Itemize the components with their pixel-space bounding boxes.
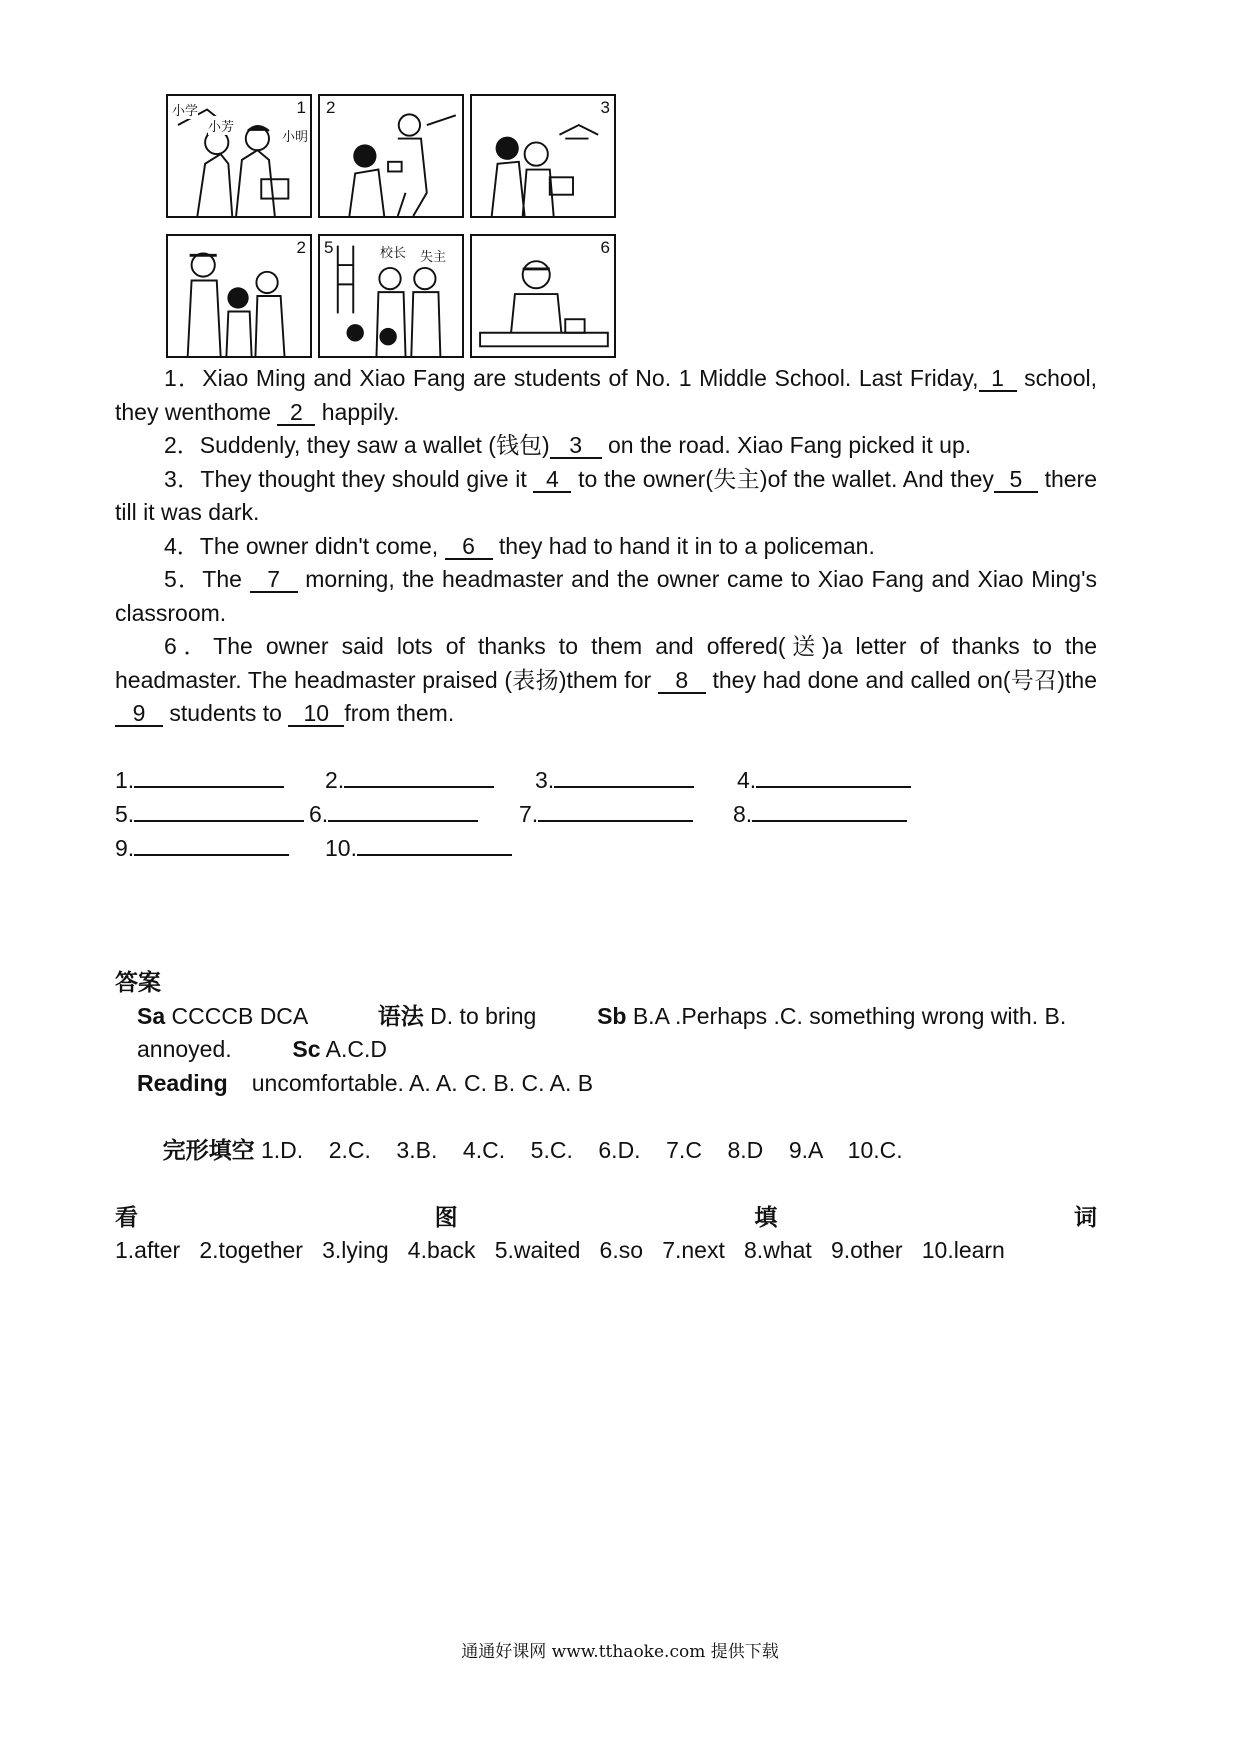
picture-panel-5 [318, 234, 464, 358]
answer-line-8[interactable]: 8. [733, 800, 907, 828]
story-paragraph-6: 6．The owner said lots of thanks to them and offered(送)a letter of thanks to the headmaster. The headmaster praised (表扬)them for 8 they had done and called on(号召)the9 students to 10 from them. [115, 633, 1097, 726]
answer-key [115, 966, 1097, 1268]
panel-number: 2 [296, 238, 306, 257]
story-paragraph-4: 4．The owner didn't come, 6 they had to hand it in to a policeman. [164, 532, 875, 559]
blank-5: 5 [994, 467, 1038, 493]
answer-key-cloze-line: 完形填空 1.D. 2.C. 3.B. 4.C. 5.C. 6.D. 7.C 8.D 9.A 10.C. [162, 1136, 903, 1163]
picture-panel-1 [166, 94, 312, 218]
panel-number: 5 [324, 238, 334, 257]
answer-key-heading: 答案 [115, 969, 161, 995]
blank-4: 4 [533, 467, 571, 493]
picture-panel-6 [470, 234, 616, 358]
panel-number: 1 [296, 98, 306, 117]
answer-line-3[interactable]: 3. [535, 766, 694, 794]
blank-9: 9 [115, 701, 163, 727]
blank-1: 1 [979, 366, 1017, 392]
blank-7: 7 [250, 567, 298, 593]
panel-label: 校长 [380, 242, 406, 261]
blank-2: 2 [277, 400, 315, 426]
blank-6: 6 [445, 534, 493, 560]
panel-label: 小芳 [208, 116, 234, 135]
page-footer: 通通好课网 www.tthaoke.com 提供下载 [461, 1642, 779, 1662]
panel-number: 3 [600, 98, 610, 117]
story-paragraph-2: 2．Suddenly, they saw a wallet (钱包) 3 on the road. Xiao Fang picked it up. [164, 432, 972, 458]
story-paragraph-5: 5．The 7 morning, the headmaster and the owner came to Xiao Fang and Xiao Ming's classroom. [115, 566, 1097, 626]
panel-drawing-finding-wallet [320, 96, 462, 216]
answer-line-5[interactable]: 5. [115, 800, 304, 828]
panel-drawing-waiting [472, 96, 614, 216]
panel-label: 小明 [282, 126, 308, 145]
story-text [115, 362, 1097, 731]
answer-key-sa-line: Sa CCCCB DCA 语法 D. to bring Sb B.A .Perhaps .C. something wrong with. B. annoyed. Sc A.C.D [137, 1002, 1067, 1062]
answer-line-2[interactable]: 2. [325, 766, 494, 794]
blank-3: 3 [550, 433, 602, 459]
answer-line-9[interactable]: 9. [115, 834, 289, 862]
picture-panel-3 [470, 94, 616, 218]
story-paragraph-3: 3．They thought they should give it 4 to the owner(失主)of the wallet. And they 5 there till it was dark. [115, 465, 1097, 525]
panel-drawing-headmaster [472, 236, 614, 356]
answer-line-6[interactable]: 6. [309, 800, 478, 828]
panel-number: 6 [600, 238, 610, 257]
picture-panel-4 [166, 234, 312, 358]
answer-key-picture-fill-heading: 看 图 填 词 [115, 1203, 1097, 1230]
panel-drawing-policeman [168, 236, 310, 356]
answer-line-7[interactable]: 7. [519, 800, 693, 828]
answer-line-4[interactable]: 4. [737, 766, 911, 794]
blank-8: 8 [658, 668, 706, 694]
panel-number: 2 [326, 98, 336, 117]
picture-panels [166, 94, 616, 352]
blank-10: 10 [288, 701, 344, 727]
picture-panel-2 [318, 94, 464, 218]
panel-label: 失主 [420, 246, 446, 265]
panel-label: 小学 [172, 100, 198, 119]
story-paragraph-1: 1．Xiao Ming and Xiao Fang are students of No. 1 Middle School. Last Friday, 1 school, they wenthome 2 happily. [115, 365, 1098, 425]
answer-line-1[interactable]: 1. [115, 766, 284, 794]
answer-key-reading-line: Reading uncomfortable. A. A. C. B. C. A. B [137, 1069, 594, 1096]
answer-key-picture-fill-answers: 1.after 2.together 3.lying 4.back 5.waited 6.so 7.next 8.what 9.other 10.learn [115, 1237, 1005, 1263]
answer-line-10[interactable]: 10. [325, 834, 512, 862]
